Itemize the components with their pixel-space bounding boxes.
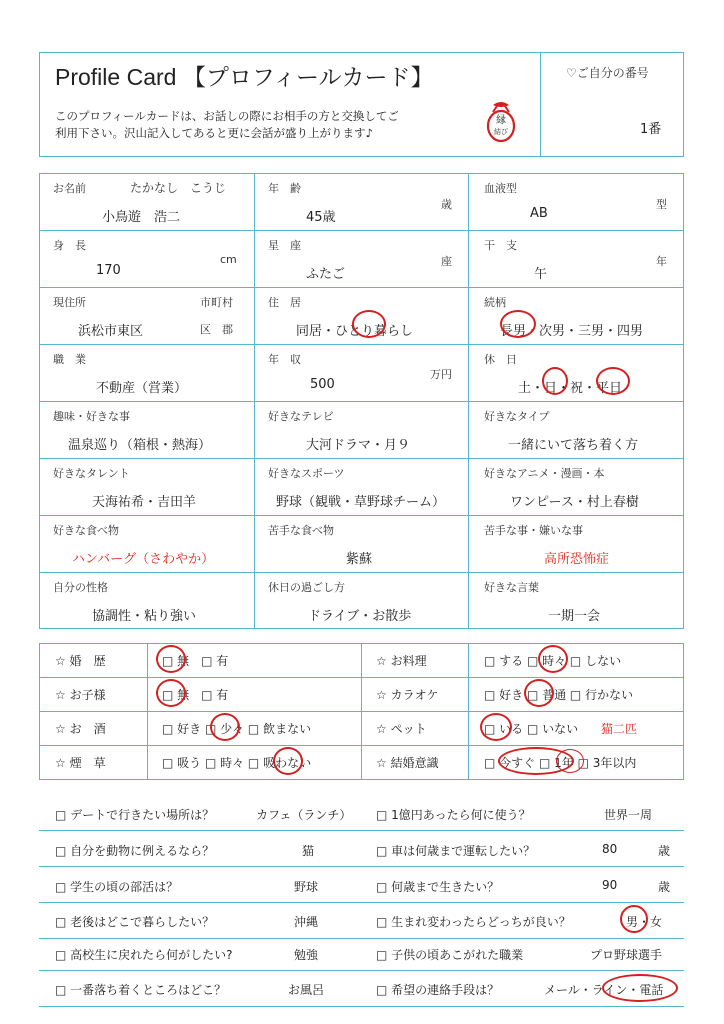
dislike-value: 高所恐怖症 xyxy=(544,552,610,567)
marriage-options[interactable]: □ 無 □ 有 xyxy=(162,654,229,668)
cooking-options[interactable]: □ する □ 時々 □ しない xyxy=(484,654,622,668)
profile-row-divider xyxy=(39,572,684,573)
question-3: □ 自分を動物に例えるなら？ xyxy=(55,844,215,858)
svg-text:縁: 縁 xyxy=(496,115,506,126)
smoke-label: ☆ 煙 草 xyxy=(55,756,106,770)
personality-value: 協調性・粘り強い xyxy=(92,609,197,624)
question-8: □ 生まれ変わったらどっちが良い？ xyxy=(376,915,571,929)
personality-label: 自分の性格 xyxy=(53,581,108,594)
profile-row-divider xyxy=(39,401,684,402)
header-divider xyxy=(540,52,541,157)
question-divider xyxy=(39,902,684,903)
dislike-food-label: 苦手な食べ物 xyxy=(268,524,334,537)
height-unit: cm xyxy=(220,253,237,266)
cooking-label: ☆ お料理 xyxy=(376,654,427,668)
tv-value: 大河ドラマ・月９ xyxy=(306,438,411,453)
zodiac-value: ふたご xyxy=(306,267,346,282)
answer-9: 勉強 xyxy=(294,948,319,962)
sibling-value: 長男・次男・三男・四男 xyxy=(500,324,644,339)
age-unit: 歳 xyxy=(441,198,452,211)
tv-label: 好きなテレビ xyxy=(268,410,334,423)
question-divider xyxy=(39,866,684,867)
sibling-label: 続柄 xyxy=(484,296,506,309)
number-label: ♡ご自分の番号 xyxy=(566,66,649,80)
karaoke-options[interactable]: □ 好き □ 普通 □ 行かない xyxy=(484,688,634,702)
intro-line-2: 利用下さい。沢山記入してあると更に会話が盛り上がります♪ xyxy=(55,126,373,140)
blood-unit: 型 xyxy=(656,198,667,211)
sibling-mark xyxy=(500,310,536,338)
question-11: □ 一番落ち着くところはどこ？ xyxy=(55,983,227,997)
job-label: 職 業 xyxy=(53,353,86,366)
intro-line-1: このプロフィールカードは、お話しの際にお相手の方と交換してご xyxy=(55,109,399,123)
alcohol-mark xyxy=(210,713,240,741)
type-label: 好きなタイプ xyxy=(484,410,550,423)
svg-text:結び: 結び xyxy=(494,128,508,136)
words-value: 一期一会 xyxy=(548,609,601,624)
answer-6-unit: 歳 xyxy=(658,880,671,894)
address-unit-2: 区 郡 xyxy=(200,323,233,336)
answer-1: カフェ（ランチ） xyxy=(256,808,352,822)
weekend-value: ドライブ・お散歩 xyxy=(308,609,412,624)
holiday-label: 休 日 xyxy=(484,353,517,366)
sport-value: 野球（観戦・草野球チーム） xyxy=(276,495,446,510)
blood-value: AB xyxy=(530,206,548,221)
blood-label: 血液型 xyxy=(484,182,517,195)
pet-label: ☆ ペット xyxy=(376,722,427,736)
cooking-mark xyxy=(538,645,568,673)
checks-row-divider xyxy=(39,711,684,712)
age-label: 年 齢 xyxy=(268,182,301,195)
food-value: ハンバーグ（さわやか） xyxy=(72,552,215,567)
answer-4: 80 xyxy=(602,842,618,856)
residence-value: 同居・ひとり暮らし xyxy=(296,324,414,339)
food-label: 好きな食べ物 xyxy=(53,524,119,537)
answer-10: プロ野球選手 xyxy=(590,948,663,962)
residence-mark xyxy=(352,310,386,338)
smoke-options[interactable]: □ 吸う □ 時々 □ 吸わない xyxy=(162,756,312,770)
answer-5: 野球 xyxy=(294,880,319,894)
children-label: ☆ お子様 xyxy=(55,688,106,702)
pet-note: 猫二匹 xyxy=(601,722,638,736)
wedding-options[interactable]: □ 今すぐ □ 1年 □ 3年以内 xyxy=(484,756,637,770)
answer-2: 世界一周 xyxy=(604,808,653,822)
height-label: 身 長 xyxy=(53,239,86,252)
question-divider xyxy=(39,938,684,939)
zodiac-label: 星 座 xyxy=(268,239,301,252)
answer-8-mark xyxy=(620,905,648,933)
residence-label: 住 居 xyxy=(268,296,301,309)
hobby-label: 趣味・好きな事 xyxy=(53,410,130,423)
anime-value: ワンピース・村上春樹 xyxy=(510,495,639,510)
answer-6: 90 xyxy=(602,878,618,892)
answer-12-mark xyxy=(602,974,678,1002)
answer-3: 猫 xyxy=(302,844,315,858)
dislike-label: 苦手な事・嫌いな事 xyxy=(484,524,583,537)
question-1: □ デートで行きたい場所は？ xyxy=(55,808,215,822)
checks-row-divider xyxy=(39,677,684,678)
sport-label: 好きなスポーツ xyxy=(268,467,345,480)
profile-row-divider xyxy=(39,287,684,288)
name-kana: たかなし こうじ xyxy=(130,181,227,195)
type-value: 一緒にいて落ち着く方 xyxy=(508,438,639,453)
profile-row-divider xyxy=(39,230,684,231)
question-7: □ 老後はどこで暮らしたい？ xyxy=(55,915,215,929)
answer-11: お風呂 xyxy=(288,983,325,997)
enmusubi-seal-icon xyxy=(483,99,519,143)
words-label: 好きな言葉 xyxy=(484,581,539,594)
number-value: 1番 xyxy=(640,122,662,137)
question-2: □ 1億円あったら何に使う？ xyxy=(376,808,531,822)
name-label: お名前 xyxy=(53,182,86,195)
children-mark xyxy=(156,679,186,707)
weekend-label: 休日の過ごし方 xyxy=(268,581,345,594)
holiday-mark-sun xyxy=(542,367,568,395)
answer-4-unit: 歳 xyxy=(658,844,671,858)
question-12: □ 希望の連絡手段は？ xyxy=(376,983,500,997)
alcohol-options[interactable]: □ 好き □ 少々 □ 飲まない xyxy=(162,722,312,736)
question-10: □ 子供の頃あこがれた職業 xyxy=(376,948,524,962)
wedding-mark-1yr xyxy=(556,749,584,773)
children-options[interactable]: □ 無 □ 有 xyxy=(162,688,229,702)
karaoke-mark xyxy=(524,679,554,707)
address-label: 現住所 xyxy=(53,296,86,309)
dislike-food-value: 紫蘇 xyxy=(346,552,373,567)
wedding-label: ☆ 結婚意識 xyxy=(376,756,439,770)
answer-8: 男・女 xyxy=(626,915,663,929)
talent-value: 天海祐希・吉田羊 xyxy=(92,495,197,510)
eto-unit: 年 xyxy=(656,255,667,268)
anime-label: 好きなアニメ・漫画・本 xyxy=(484,467,605,480)
question-divider xyxy=(39,830,684,831)
address-unit: 市町村 xyxy=(200,296,233,309)
page-title: Profile Card 【プロフィールカード】 xyxy=(55,64,434,90)
marriage-mark xyxy=(156,645,186,673)
income-label: 年 収 xyxy=(268,353,301,366)
question-divider xyxy=(39,970,684,971)
holiday-mark-weekday xyxy=(596,367,630,395)
eto-value: 午 xyxy=(534,267,548,282)
question-4: □ 車は何歳まで運転したい？ xyxy=(376,844,536,858)
answer-7: 沖縄 xyxy=(294,915,319,929)
holiday-value: 土・日・祝・平日 xyxy=(518,381,623,396)
talent-label: 好きなタレント xyxy=(53,467,130,480)
smoke-mark xyxy=(273,747,303,775)
eto-label: 干 支 xyxy=(484,239,517,252)
address-value: 浜松市東区 xyxy=(78,324,144,339)
income-value: 500 xyxy=(310,377,335,392)
karaoke-label: ☆ カラオケ xyxy=(376,688,439,702)
profile-row-divider xyxy=(39,458,684,459)
question-6: □ 何歳まで生きたい？ xyxy=(376,880,500,894)
question-5: □ 学生の頃の部活は？ xyxy=(55,880,179,894)
answer-12: メール・ライン・電話 xyxy=(544,983,664,997)
name-value: 小鳥遊 浩二 xyxy=(102,210,181,225)
hobby-value: 温泉巡り（箱根・熱海） xyxy=(68,438,212,453)
question-divider xyxy=(39,1006,684,1007)
alcohol-label: ☆ お 酒 xyxy=(55,722,106,736)
pet-options[interactable]: □ いる □ いない xyxy=(484,722,579,736)
profile-row-divider xyxy=(39,515,684,516)
zodiac-unit: 座 xyxy=(441,255,452,268)
age-value: 45歳 xyxy=(306,210,336,225)
pet-mark xyxy=(480,713,512,741)
checks-row-divider xyxy=(39,745,684,746)
height-value: 170 xyxy=(96,263,121,278)
job-value: 不動産（営業） xyxy=(96,381,188,396)
question-9: □ 高校生に戻れたら何がしたい? xyxy=(55,948,233,962)
profile-row-divider xyxy=(39,344,684,345)
marriage-label: ☆ 婚 歴 xyxy=(55,654,106,668)
income-unit: 万円 xyxy=(430,368,452,381)
